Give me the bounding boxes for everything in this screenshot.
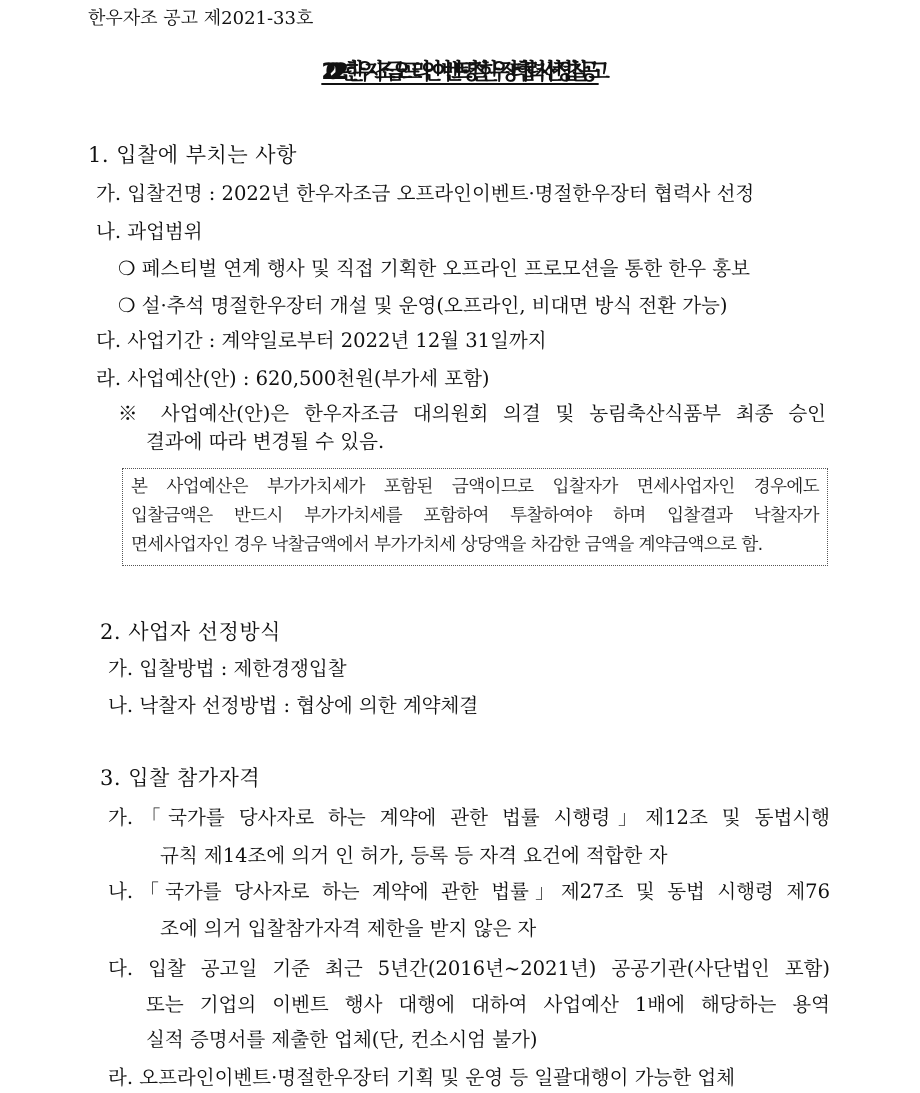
qualification-c-line-2: 또는 기업의 이벤트 행사 대행에 대하여 사업예산 1배에 해당하는 용역 (146, 993, 830, 1016)
vat-note-line-1: 본 사업예산은 부가가치세가 포함된 금액이므로 입찰자가 면세사업자인 경우에도 (131, 477, 819, 497)
section-3-heading: 3. 입찰 참가자격 (100, 766, 261, 790)
item-bid-name: 가. 입찰건명 : 2022년 한우자조금 오프라인이벤트·명절한우장터 협력사 선정 (96, 182, 755, 205)
item-bid-method: 가. 입찰방법 : 제한경쟁입찰 (108, 657, 347, 680)
item-scope-festival: ❍ 페스티벌 연계 행사 및 직접 기획한 오프라인 프로모션을 통한 한우 홍보 (118, 257, 750, 280)
document-title: 2022년 한우자조금 오프라인이벤트·명절한우장터 협력사 선정 입찰공고 (321, 60, 599, 85)
vat-note-box (122, 468, 828, 566)
item-winner-selection: 나. 낙찰자 선정방법 : 협상에 의한 계약체결 (108, 694, 479, 717)
budget-note-line-2: 결과에 따라 변경될 수 있음. (146, 430, 385, 453)
section-1-heading: 1. 입찰에 부치는 사항 (88, 143, 297, 167)
qualification-b-line-1: 나.「국가를 당사자로 하는 계약에 관한 법률」제27조 및 동법 시행령 제76 (108, 880, 830, 903)
qualification-d: 라. 오프라인이벤트·명절한우장터 기획 및 운영 등 일괄대행이 가능한 업체 (108, 1066, 736, 1089)
item-scope-label: 나. 과업범위 (96, 220, 203, 243)
vat-note-line-3: 면세사업자인 경우 낙찰금액에서 부가가치세 상당액을 차감한 금액을 계약금액으로 함. (131, 535, 763, 555)
vat-note-line-2: 입찰금액은 반드시 부가가치세를 포함하여 투찰하여야 하며 입찰결과 낙찰자가 (131, 506, 819, 526)
budget-note-line-1: ※ 사업예산(안)은 한우자조금 대의원회 의결 및 농림축산식품부 최종 승인 (118, 402, 826, 425)
notice-number: 한우자조 공고 제2021-33호 (88, 8, 314, 29)
qualification-c-line-1: 다. 입찰 공고일 기준 최근 5년간(2016년~2021년) 공공기관(사단법인 포함) (108, 957, 830, 980)
item-budget: 라. 사업예산(안) : 620,500천원(부가세 포함) (96, 367, 490, 390)
qualification-b-line-2: 조에 의거 입찰참가자격 제한을 받지 않은 자 (160, 917, 537, 940)
item-scope-market: ❍ 설·추석 명절한우장터 개설 및 운영(오프라인, 비대면 방식 전환 가능) (118, 294, 728, 317)
section-2-heading: 2. 사업자 선정방식 (100, 620, 281, 644)
qualification-a-line-1: 가.「국가를 당사자로 하는 계약에 관한 법률 시행령」제12조 및 동법시행 (108, 806, 830, 829)
qualification-a-line-2: 규칙 제14조에 의거 인 허가, 등록 등 자격 요건에 적합한 자 (160, 844, 668, 867)
qualification-c-line-3: 실적 증명서를 제출한 업체(단, 컨소시엄 불가) (146, 1028, 538, 1051)
item-period: 다. 사업기간 : 계약일로부터 2022년 12월 31일까지 (96, 329, 547, 352)
